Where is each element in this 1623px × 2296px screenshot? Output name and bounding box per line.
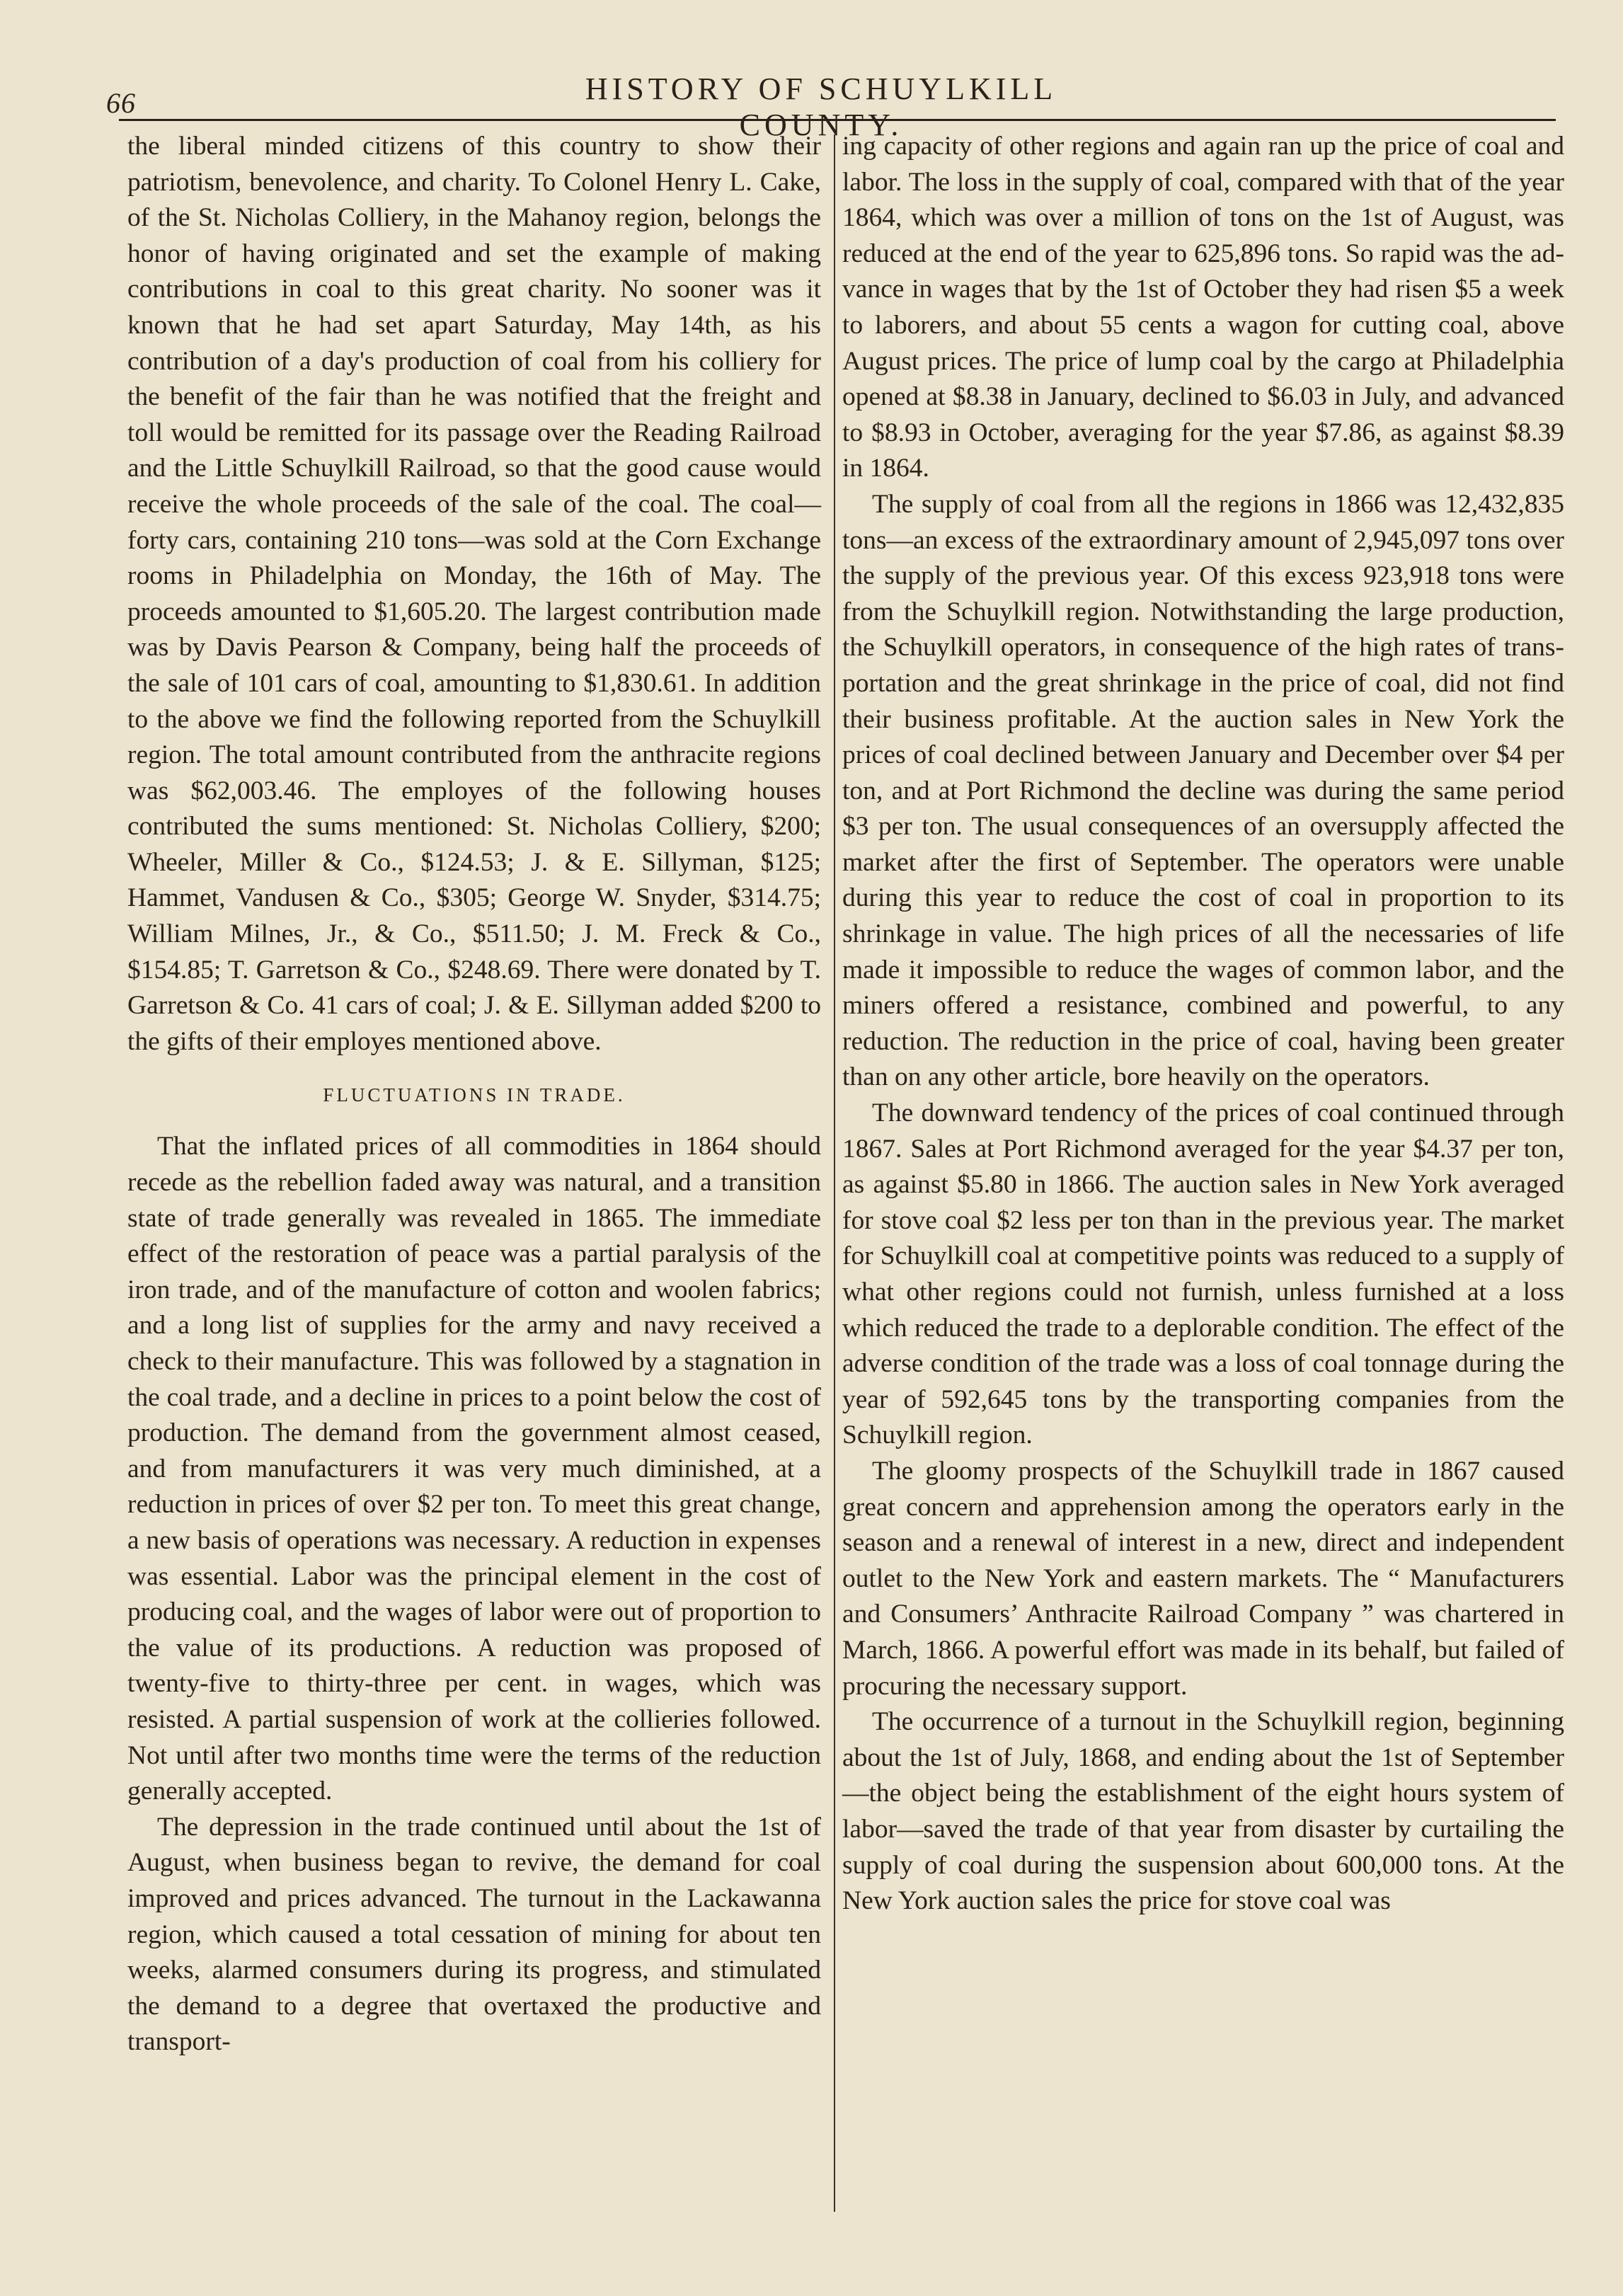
paragraph: The downward tendency of the prices of coal continued through 1867. Sales at Port Richmond averaged for the year $4.37 per ton, as against $5.80 in 1866. The auction sales in New York averaged for stove coal $2 less per ton than in the previous year. The market for Schuylkill coal at competitive points was reduced to a supply of what other regions could not furnish, unless furnished at a loss which reduced the trade to a deplorable condition. The effect of the adverse condition of the trade was a loss of coal tonnage during the year of 592,645 tons by the transporting companies from the Schuylkill region. xyxy=(842,1098,1564,1450)
paragraph: The depression in the trade continued until about the 1st of August, when business began to revive, the demand for coal improved and prices advanced. The turnout in the Lackawanna region, which caused a total cessation of mining for about ten weeks, alarmed consumers during its progress, and stimulated the demand to a degree that overtaxed the productive and transport- xyxy=(127,1812,821,2057)
paragraph: the liberal minded citizens of this country to show their patriotism, benevolence, and charity. To Colonel Henry L. Cake, of the St. Nicholas Colliery, in the Mahanoy region, belongs the honor of having originated and set the example of making contributions in coal to this great charity. No sooner was it known that he had set apart Saturday, May 14th, as his contribution of a day's production of coal from his colliery for the benefit of the fair than he was notified that the freight and toll would be remitted for its passage over the Reading Railroad and the Little Schuylkill Railroad, so that the good cause would receive the whole proceeds of the sale of the coal. The coal—forty cars, containing 210 tons—was sold at the Corn Exchange rooms in Philadelphia on Monday, the 16th of May. The proceeds amounted to $1,605.20. The largest contribution made was by Davis Pearson & Company, being half the proceeds of the sale of 101 cars of coal, amounting to $1,830.61. In addition to the above we find the following reported from the Schuylkill region. The total amount contributed from the anthracite regions was $62,003.46. The employes of the following houses contributed the sums mentioned: St. Nicholas Colliery, $200; Wheeler, Miller & Co., $124.53; J. & E. Sillyman, $125; Hammet, Vandusen & Co., $305; George W. Snyder, $314.75; William Milnes, Jr., & Co., $511.50; J. M. Freck & Co., $154.85; T. Garretson & Co., $248.69. There were donated by T. Garretson & Co. 41 cars of coal; J. & E. Sillyman added $200 to the gifts of their employes mentioned above. xyxy=(127,132,821,1056)
paragraph: The occurrence of a turnout in the Schuylkill region, beginning about the 1st of July, 1868, and ending about the 1st of September—the object being the establishment of the eight hours system of labor—saved the trade of that year from disaster by curtailing the supply of coal during the suspension about 600,000 tons. At the New York auction sales the price for stove coal was xyxy=(842,1707,1564,1916)
section-heading: FLUCTUATIONS IN TRADE. xyxy=(323,1084,626,1106)
header-rule xyxy=(119,119,1556,121)
column-divider xyxy=(834,134,835,2212)
left-column xyxy=(127,129,821,2060)
paragraph: The gloomy prospects of the Schuylkill trade in 1867 caused great concern and apprehension among the operators early in the season and a renewal of interest in a new, direct and independent outlet to the New York and eastern markets. The “ Manufacturers and Consumers’ Anthracite Railroad Company ” was chartered in March, 1866. A powerful effort was made in its behalf, but failed of procuring the necessary support. xyxy=(842,1456,1564,1701)
paragraph: The supply of coal from all the regions in 1866 was 12,432,835 tons—an excess of the extraordinary amount of 2,945,097 tons over the supply of the previous year. Of this excess 923,918 tons were from the Schuylkill region. Notwithstanding the large production, the Schuylkill operators, in consequence of the high rates of transportation and the great shrinkage in the price of coal, did not find their business profitable. At the auction sales in New York the prices of coal declined between January and December over $4 per ton, and at Port Richmond the decline was during the same period $3 per ton. The usual consequences of an oversupply affected the market after the first of September. The operators were unable during this year to reduce the cost of coal in proportion to its shrinkage in value. The high prices of all the necessaries of life made it impossible to reduce the wages of common labor, and the miners offered a resistance, combined and powerful, to any reduction. The reduction in the price of coal, having been greater than on any other article, bore heavily on the operators. xyxy=(842,489,1564,1092)
right-column xyxy=(842,129,1564,1919)
running-head: HISTORY OF SCHUYLKILL COUNTY. xyxy=(585,71,1057,142)
paragraph: ing capacity of other regions and again ran up the price of coal and labor. The loss in the supply of coal, compared with that of the year 1864, which was over a million of tons on the 1st of August, was reduced at the end of the year to 625,896 tons. So rapid was the advance in wages that by the 1st of October they had risen $5 a week to laborers, and about 55 cents a wagon for cutting coal, above August prices. The price of lump coal by the cargo at Philadelphia opened at $8.38 in January, declined to $6.03 in July, and advanced to $8.93 in October, averaging for the year $7.86, as against $8.39 in 1864. xyxy=(842,132,1564,483)
page-number: 66 xyxy=(106,87,136,119)
paragraph: That the inflated prices of all commodities in 1864 should recede as the rebellion faded away was natural, and a transition state of trade generally was revealed in 1865. The immediate effect of the restoration of peace was a partial paralysis of the iron trade, and of the manufacture of cotton and woolen fabrics; and a long list of supplies for the army and navy received a check to their manufacture. This was followed by a stagnation in the coal trade, and a decline in prices to a point below the cost of production. The demand from the government almost ceased, and from manufacturers it was very much diminished, at a reduction in prices of over $2 per ton. To meet this great change, a new basis of operations was necessary. A reduction in expenses was essential. Labor was the principal element in the cost of producing coal, and the wages of labor were out of proportion to the value of its productions. A reduction was proposed of twenty-five to thirty-three per cent. in wages, which was resisted. A partial suspension of work at the collieries followed. Not until after two months time were the terms of the reduction generally accepted. xyxy=(127,1132,821,1806)
